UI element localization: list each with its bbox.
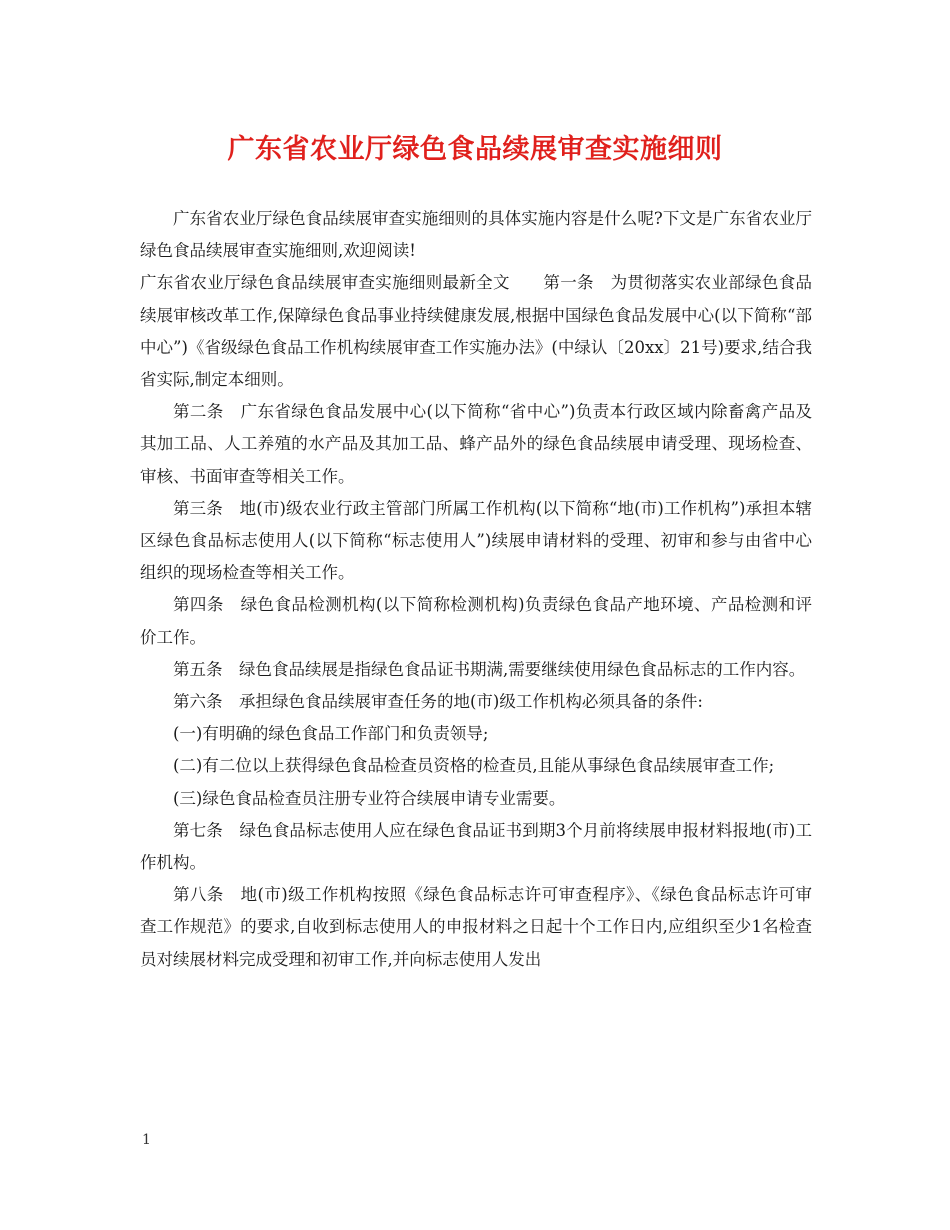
page-number: 1 <box>142 1132 151 1148</box>
paragraph-article-7: 第七条 绿色食品标志使用人应在绿色食品证书到期3个月前将续展申报材料报地(市)工作机构。 <box>140 820 812 873</box>
document-title: 广东省农业厅绿色食品续展审查实施细则 <box>227 134 723 165</box>
paragraph-article-4: 第四条 绿色食品检测机构(以下简称检测机构)负责绿色食品产地环境、产品检测和评价工作。 <box>140 595 812 647</box>
paragraph-article-8: 第八条 地(市)级工作机构按照《绿色食品标志许可审查程序》、《绿色食品标志许可审查工作规范》的要求,自收到标志使用人的申报材料之日起十个工作日内,应组织至少1名检查员对续展材料完成受理和初审工作,并向标志使用人发出 <box>140 885 812 969</box>
paragraph-article-6: 第六条 承担绿色食品续展审查任务的地(市)级工作机构必须具备的条件: <box>173 692 703 712</box>
paragraph-article-5: 第五条 绿色食品续展是指绿色食品证书期满,需要继续使用绿色食品标志的工作内容。 <box>173 659 806 679</box>
document-body <box>140 203 812 976</box>
paragraph-article-6-item-3: (三)绿色食品检查员注册专业符合续展申请专业需要。 <box>173 788 566 808</box>
paragraph-article-6-item-1: (一)有明确的绿色食品工作部门和负责领导; <box>173 724 489 744</box>
paragraph-article-3: 第三条 地(市)级农业行政主管部门所属工作机构(以下简称“地(市)工作机构”)承担本辖区绿色食品标志使用人(以下简称“标志使用人”)续展申请材料的受理、初审和参与由省中心组织的现场检查等相关工作。 <box>140 498 812 583</box>
paragraph-article-6-item-2: (二)有二位以上获得绿色食品检查员资格的检查员,且能从事绿色食品续展审查工作; <box>173 756 775 776</box>
paragraph-article-2: 第二条 广东省绿色食品发展中心(以下简称“省中心”)负责本行政区域内除畜禽产品及其加工品、人工养殖的水产品及其加工品、蜂产品外的绿色食品续展申请受理、现场检查、审核、书面审查等相关工作。 <box>140 402 812 486</box>
paragraph-article-1: 广东省农业厅绿色食品续展审查实施细则最新全文 第一条 为贯彻落实农业部绿色食品续展审核改革工作,保障绿色食品事业持续健康发展,根据中国绿色食品发展中心(以下简称“部中心”)《省级绿色食品工作机构续展审查工作实施办法》(中绿认〔20xx〕21号)要求,结合我省实际,制定本细则。 <box>140 273 812 390</box>
paragraph-intro: 广东省农业厅绿色食品续展审查实施细则的具体实施内容是什么呢?下文是广东省农业厅绿色食品续展审查实施细则,欢迎阅读! <box>140 209 812 261</box>
